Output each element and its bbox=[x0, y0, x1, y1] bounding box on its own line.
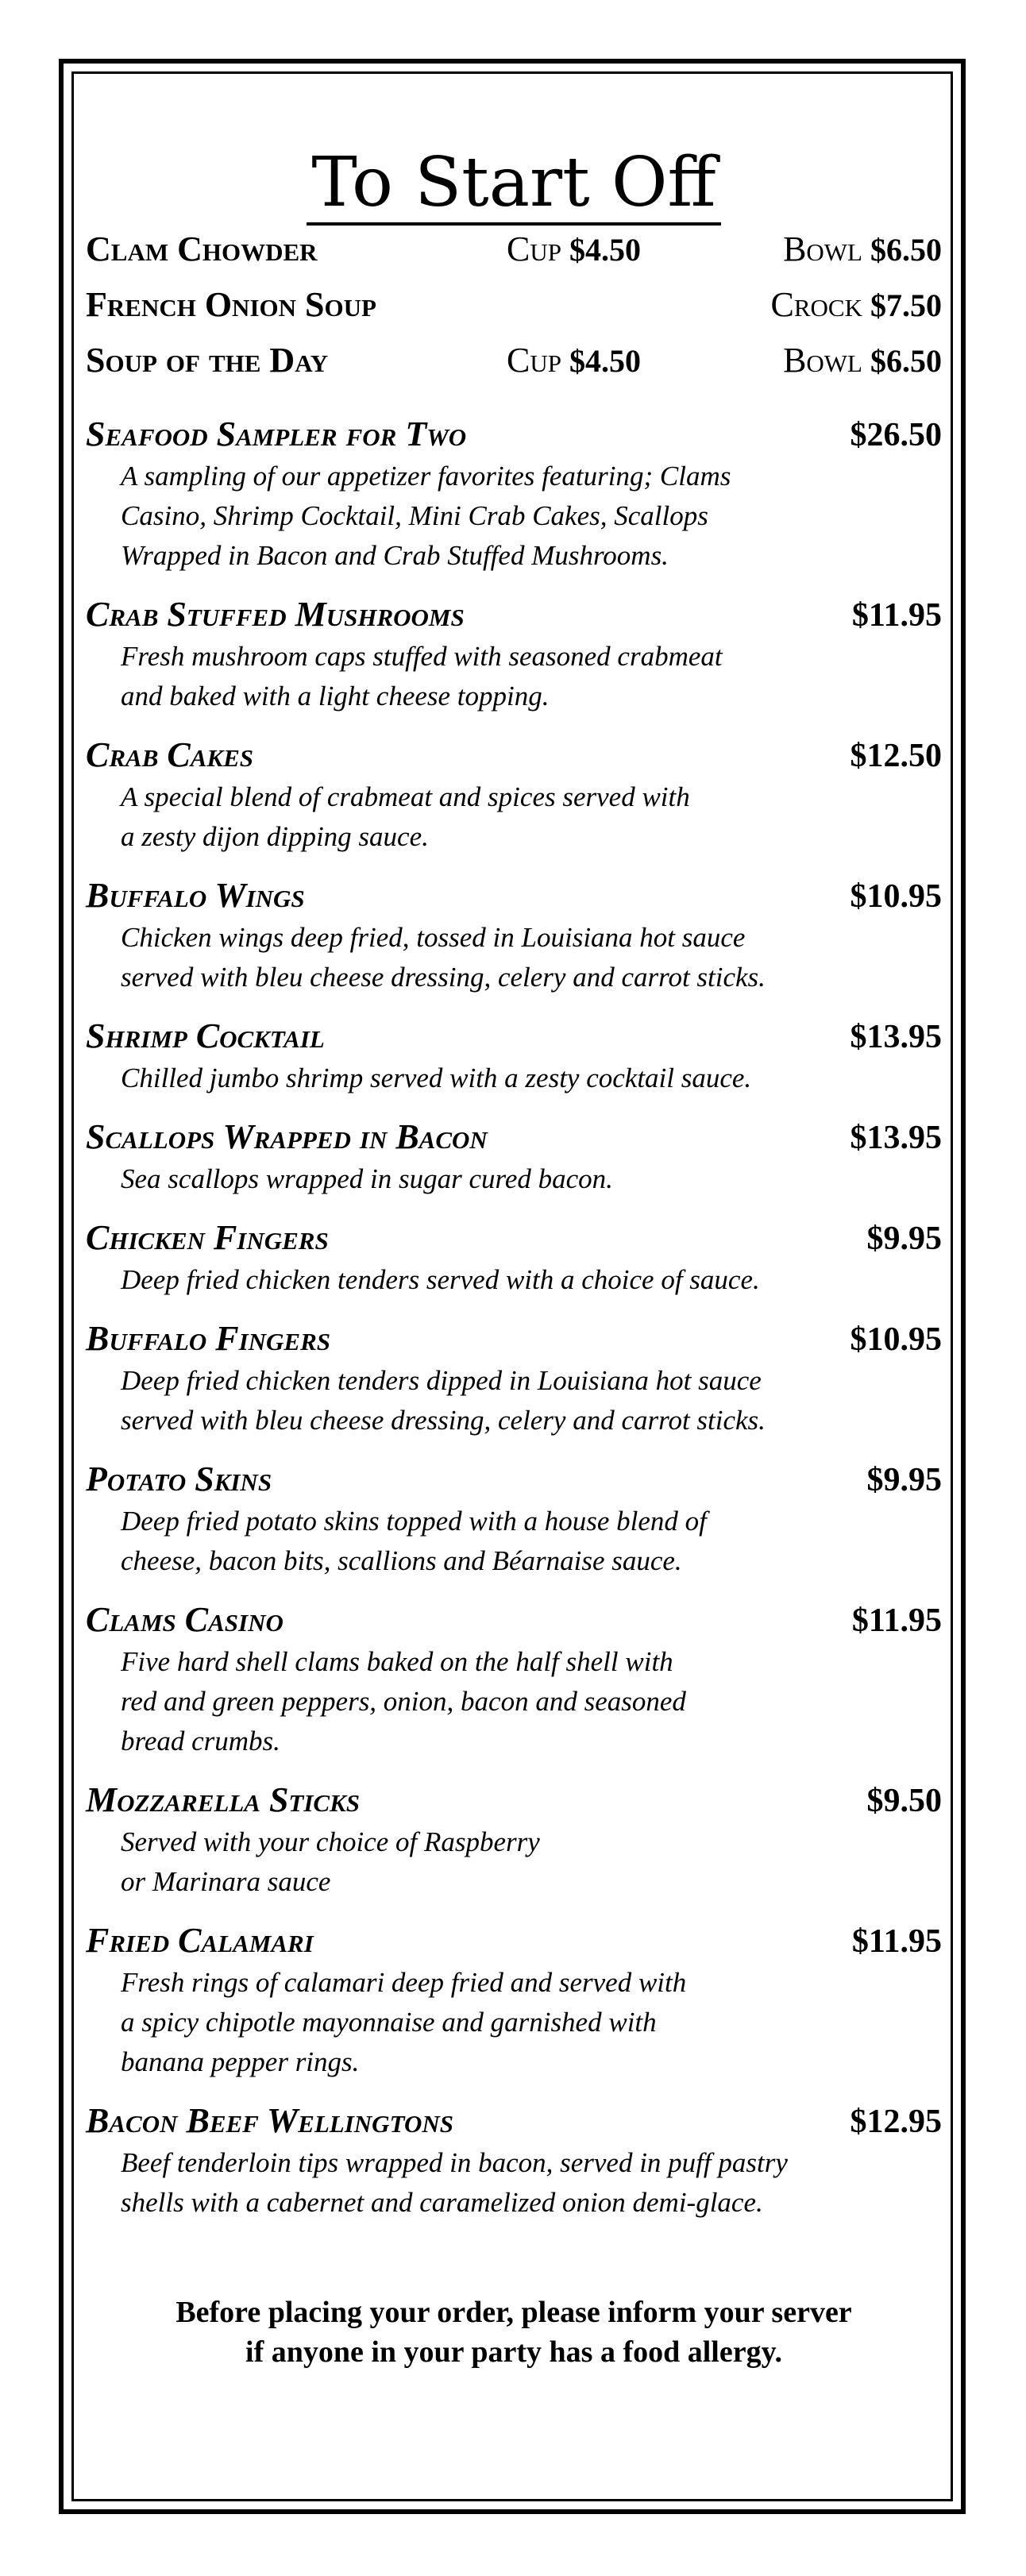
menu-item-price: $12.95 bbox=[850, 2104, 942, 2140]
description-line: served with bleu cheese dressing, celery and carrot sticks. bbox=[121, 1405, 766, 1436]
description-line: Fresh mushroom caps stuffed with seasoned crabmeat bbox=[121, 641, 723, 672]
menu-item-price: $11.95 bbox=[851, 1923, 942, 1960]
description-line: a zesty dijon dipping sauce. bbox=[121, 821, 429, 852]
soup-price: $4.50 bbox=[569, 232, 641, 268]
menu-item-header bbox=[86, 734, 942, 777]
menu-item-description bbox=[121, 2143, 883, 2223]
menu-item-header bbox=[86, 1116, 942, 1159]
soup-row bbox=[86, 229, 942, 284]
menu-item-header bbox=[86, 593, 942, 637]
description-line: A special blend of crabmeat and spices served with bbox=[121, 781, 690, 812]
description-line: Deep fried chicken tenders served with a choice of sauce. bbox=[121, 1264, 760, 1295]
menu-item-header bbox=[86, 413, 942, 457]
description-line: a spicy chipotle mayonnaise and garnished with bbox=[121, 2007, 657, 2038]
menu-item-description bbox=[121, 1260, 883, 1300]
description-line: Sea scallops wrapped in sugar cured bacon. bbox=[121, 1163, 613, 1194]
menu-content bbox=[86, 143, 942, 2372]
menu-item-name: Scallops Wrapped in Bacon bbox=[86, 1117, 488, 1156]
menu-item-name: Bacon Beef Wellingtons bbox=[86, 2101, 453, 2140]
menu-item-header bbox=[86, 2100, 942, 2143]
description-line: Served with your choice of Raspberry bbox=[121, 1826, 540, 1857]
description-line: shells with a cabernet and caramelized onion demi-glace. bbox=[121, 2187, 763, 2218]
menu-item bbox=[86, 1217, 942, 1300]
menu-title-text: To Start Off bbox=[307, 143, 720, 226]
description-line: Chilled jumbo shrimp served with a zesty cocktail sauce. bbox=[121, 1062, 752, 1093]
menu-item-price: $9.95 bbox=[866, 1221, 942, 1257]
description-line: banana pepper rings. bbox=[121, 2046, 360, 2077]
description-line: served with bleu cheese dressing, celery and carrot sticks. bbox=[121, 962, 766, 993]
soup-option-2 bbox=[726, 229, 942, 269]
allergy-line: if anyone in your party has a food allergy. bbox=[245, 2335, 782, 2369]
description-line: Fresh rings of calamari deep fried and served with bbox=[121, 1967, 687, 1998]
menu-item-name: Chicken Fingers bbox=[86, 1218, 329, 1257]
menu-item bbox=[86, 1317, 942, 1440]
description-line: Five hard shell clams baked on the half shell with bbox=[121, 1646, 673, 1677]
description-line: A sampling of our appetizer favorites featuring; Clams bbox=[121, 461, 731, 492]
soup-size: Crock bbox=[770, 285, 862, 324]
allergy-line: Before placing your order, please inform your server bbox=[176, 2296, 852, 2329]
menu-item-price: $9.50 bbox=[866, 1783, 942, 1819]
soup-price: $7.50 bbox=[870, 287, 942, 323]
menu-item bbox=[86, 413, 942, 576]
menu-item-name: Seafood Sampler for Two bbox=[86, 415, 467, 453]
menu-item-description bbox=[121, 1159, 883, 1199]
description-line: bread crumbs. bbox=[121, 1726, 280, 1757]
menu-item-description bbox=[121, 918, 883, 997]
menu-item bbox=[86, 1919, 942, 2082]
menu-item-name: Buffalo Fingers bbox=[86, 1319, 331, 1358]
menu-item-name: Potato Skins bbox=[86, 1460, 272, 1498]
menu-item-header bbox=[86, 1015, 942, 1059]
menu-item-description bbox=[121, 1059, 883, 1098]
menu-item-description bbox=[121, 1361, 883, 1440]
description-line: red and green peppers, onion, bacon and seasoned bbox=[121, 1686, 686, 1717]
description-line: Beef tenderloin tips wrapped in bacon, served in puff pastry bbox=[121, 2147, 788, 2178]
menu-item-price: $13.95 bbox=[850, 1019, 942, 1055]
menu-item-price: $26.50 bbox=[850, 417, 942, 453]
menu-item-name: Shrimp Cocktail bbox=[86, 1016, 325, 1055]
menu-item-price: $10.95 bbox=[850, 878, 942, 915]
menu-item-header bbox=[86, 1779, 942, 1822]
menu-item-name: Mozzarella Sticks bbox=[86, 1780, 361, 1819]
soup-section bbox=[86, 229, 942, 395]
soup-price: $6.50 bbox=[870, 343, 942, 379]
menu-item-header bbox=[86, 1458, 942, 1502]
description-line: Deep fried potato skins topped with a house blend of bbox=[121, 1506, 707, 1537]
soup-option-1 bbox=[507, 340, 726, 380]
menu-item-header bbox=[86, 874, 942, 918]
appetizer-list bbox=[86, 413, 942, 2223]
allergy-notice bbox=[86, 2293, 942, 2372]
description-line: and baked with a light cheese topping. bbox=[121, 681, 550, 711]
description-line: Casino, Shrimp Cocktail, Mini Crab Cakes, Scallops bbox=[121, 500, 708, 531]
menu-item-name: Clams Casino bbox=[86, 1600, 284, 1639]
menu-item-header bbox=[86, 1317, 942, 1361]
soup-row bbox=[86, 340, 942, 395]
menu-item-description bbox=[121, 1822, 883, 1902]
menu-item bbox=[86, 1116, 942, 1199]
description-line: Chicken wings deep fried, tossed in Louisiana hot sauce bbox=[121, 922, 746, 953]
menu-item-description bbox=[121, 1963, 883, 2082]
description-line: or Marinara sauce bbox=[121, 1866, 331, 1897]
soup-name: Soup of the Day bbox=[86, 341, 329, 380]
soup-name: French Onion Soup bbox=[86, 285, 376, 324]
soup-size: Cup bbox=[507, 341, 561, 380]
menu-item bbox=[86, 593, 942, 716]
menu-item-name: Crab Stuffed Mushrooms bbox=[86, 595, 465, 634]
soup-size: Bowl bbox=[783, 341, 862, 380]
menu-item-price: $11.95 bbox=[851, 1602, 942, 1639]
soup-price: $6.50 bbox=[870, 232, 942, 268]
menu-item-price: $10.95 bbox=[850, 1321, 942, 1358]
menu-item bbox=[86, 1598, 942, 1761]
menu-item-price: $12.50 bbox=[850, 738, 942, 774]
menu-item-description bbox=[121, 1642, 883, 1761]
description-line: cheese, bacon bits, scallions and Béarnaise sauce. bbox=[121, 1545, 682, 1576]
description-line: Deep fried chicken tenders dipped in Louisiana hot sauce bbox=[121, 1365, 762, 1396]
menu-item-header bbox=[86, 1217, 942, 1260]
menu-item-name: Fried Calamari bbox=[86, 1921, 314, 1960]
menu-item-price: $13.95 bbox=[850, 1120, 942, 1156]
soup-name: Clam Chowder bbox=[86, 229, 318, 268]
menu-item bbox=[86, 1779, 942, 1902]
menu-item-name: Crab Cakes bbox=[86, 735, 253, 774]
menu-item-description bbox=[121, 637, 883, 716]
soup-row bbox=[86, 284, 942, 340]
description-line: Wrapped in Bacon and Crab Stuffed Mushrooms. bbox=[121, 540, 669, 571]
menu-item-description bbox=[121, 457, 883, 576]
soup-size: Cup bbox=[507, 229, 561, 268]
menu-item-price: $11.95 bbox=[851, 597, 942, 634]
soup-option-1 bbox=[507, 229, 726, 269]
soup-option-2 bbox=[726, 284, 942, 325]
menu-item bbox=[86, 1458, 942, 1581]
menu-title bbox=[86, 143, 942, 222]
menu-item bbox=[86, 2100, 942, 2223]
menu-item bbox=[86, 734, 942, 857]
menu-item-description bbox=[121, 777, 883, 857]
soup-option-2 bbox=[726, 340, 942, 380]
menu-item bbox=[86, 874, 942, 997]
menu-item-price: $9.95 bbox=[866, 1462, 942, 1498]
soup-size: Bowl bbox=[783, 229, 862, 268]
menu-item bbox=[86, 1015, 942, 1098]
menu-item-header bbox=[86, 1919, 942, 1963]
menu-item-name: Buffalo Wings bbox=[86, 876, 305, 915]
menu-item-description bbox=[121, 1502, 883, 1581]
menu-item-header bbox=[86, 1598, 942, 1642]
soup-price: $4.50 bbox=[569, 343, 641, 379]
